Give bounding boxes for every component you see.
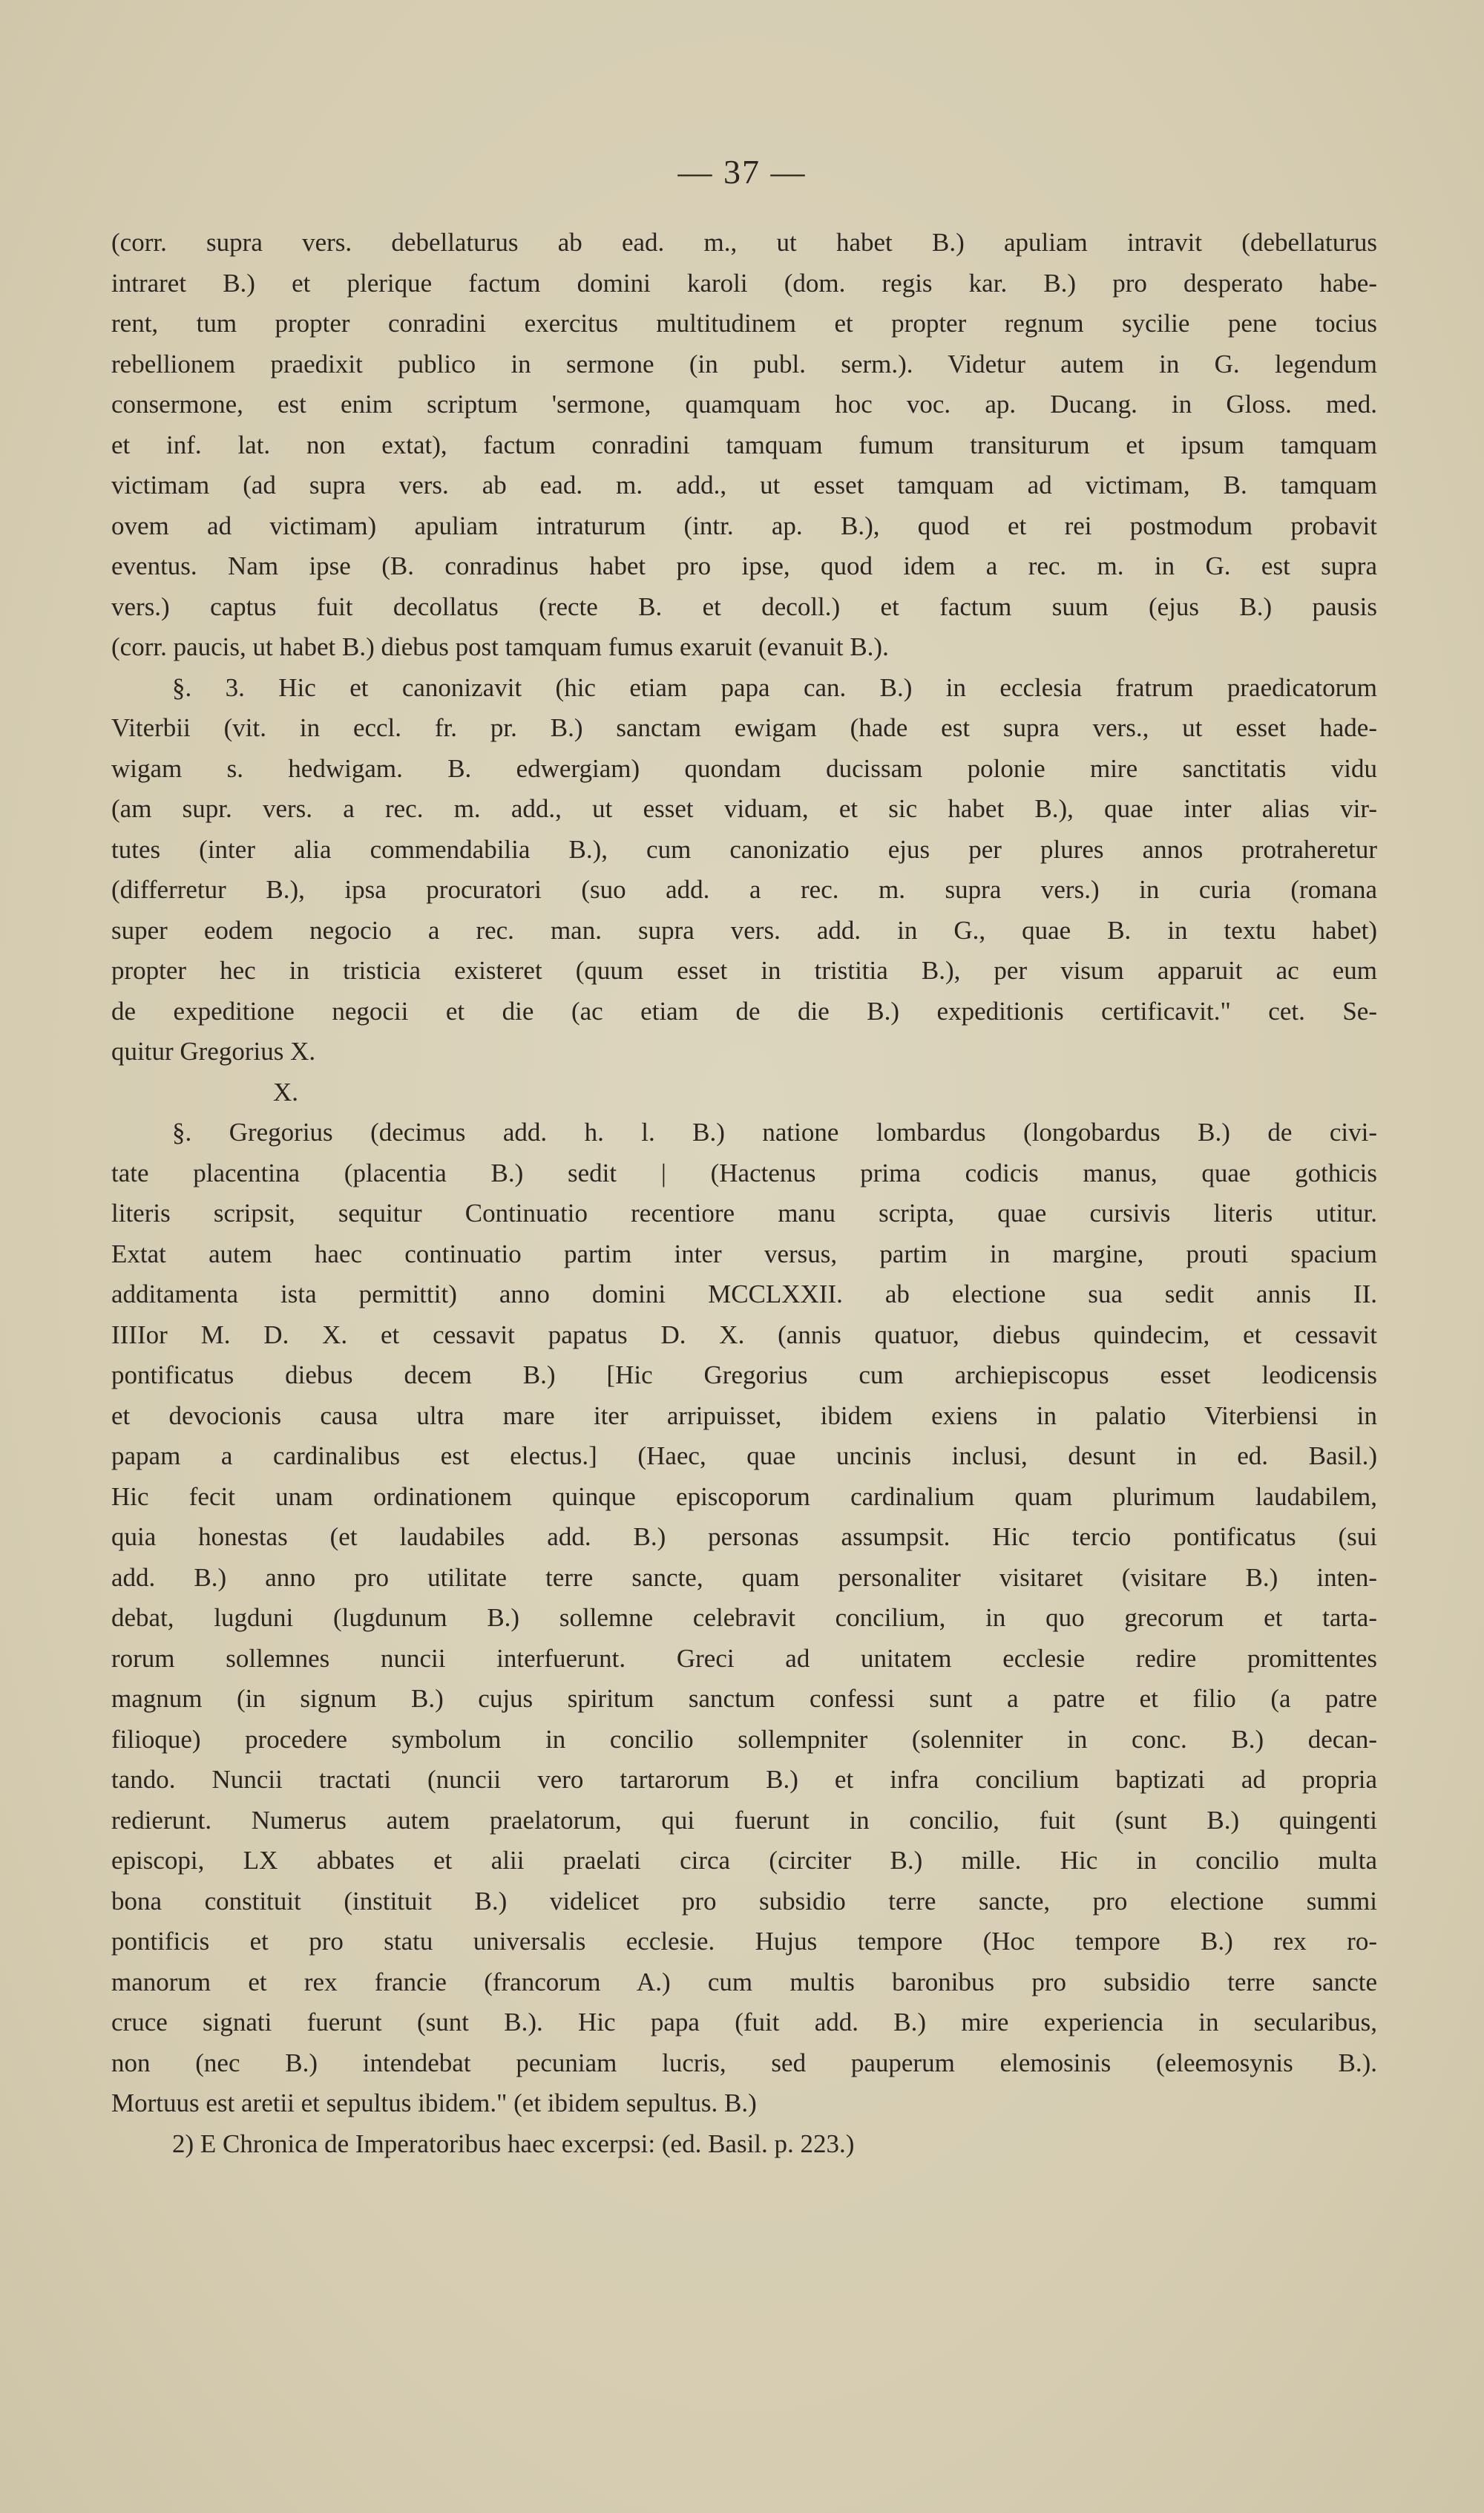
text-line: eventus. Nam ipse (B. conradinus habet pro ipse, quod idem a rec. m. in G. est supra [111, 551, 1377, 580]
text-line: super eodem negocio a rec. man. supra vers. add. in G., quae B. in textu habet) [111, 915, 1377, 945]
text-line: add. B.) anno pro utilitate terre sancte, quam personaliter visitaret (visitare B.) inten- [111, 1562, 1377, 1592]
text-line: 2) E Chronica de Imperatoribus haec excerpsi: (ed. Basil. p. 223.) [172, 2129, 855, 2158]
text-line: rent, tum propter conradini exercitus multitudinem et propter regnum sycilie pene tocius [111, 309, 1377, 338]
text-line: pontificis et pro statu universalis ecclesie. Hujus tempore (Hoc tempore B.) rex ro- [111, 1927, 1377, 1956]
text-line: ovem ad victimam) apuliam intraturum (intr. ap. B.), quod et rei postmodum probavit [111, 511, 1377, 540]
paragraph-3 [111, 1113, 1377, 2124]
paragraph-2 [111, 668, 1377, 1072]
text-line: rorum sollemnes nuncii interfuerunt. Greci ad unitatem ecclesie redire promittentes [111, 1643, 1377, 1673]
text-line: bona constituit (instituit B.) videlicet pro subsidio terre sancte, pro electione summi [111, 1886, 1377, 1916]
text-line: episcopi, LX abbates et alii praelati circa (circiter B.) mille. Hic in concilio multa [111, 1846, 1377, 1875]
text-line: §. Gregorius (decimus add. h. l. B.) natione lombardus (longobardus B.) de civi- [172, 1118, 1377, 1147]
text-line: Mortuus est aretii et sepultus ibidem." (et ibidem sepultus. B.) [111, 2088, 757, 2117]
text-line: filioque) procedere symbolum in concilio sollempniter (solenniter in conc. B.) decan- [111, 1724, 1377, 1754]
text-line: magnum (in signum B.) cujus spiritum sanctum confessi sunt a patre et filio (a patre [111, 1684, 1377, 1713]
text-line: victimam (ad supra vers. ab ead. m. add., ut esset tamquam ad victimam, B. tamquam [111, 471, 1377, 499]
text-line: literis scripsit, sequitur Continuatio recentiore manu scripta, quae cursivis literis utitur. [111, 1199, 1377, 1228]
text-line: wigam s. hedwigam. B. edwergiam) quondam ducissam polonie mire sanctitatis vidu [111, 753, 1377, 783]
text-line: (corr. supra vers. debellaturus ab ead. m., ut habet B.) apuliam intravit (debellaturus [111, 228, 1377, 257]
text-line: (differretur B.), ipsa procuratori (suo add. a rec. m. supra vers.) in curia (romana [111, 875, 1377, 904]
text-line: non (nec B.) intendebat pecuniam lucris, sed pauperum elemosinis (eleemosynis B.). [111, 2048, 1377, 2077]
text-line: debat, lugduni (lugdunum B.) sollemne celebravit concilium, in quo grecorum et tarta- [111, 1603, 1377, 1632]
text-line: quia honestas (et laudabiles add. B.) personas assumpsit. Hic tercio pontificatus (sui [111, 1522, 1377, 1551]
text-line: et inf. lat. non extat), factum conradini tamquam fumum transiturum et ipsum tamquam [111, 430, 1377, 459]
text-line: tando. Nuncii tractati (nuncii vero tartarorum B.) et infra concilium baptizati ad propria [111, 1765, 1377, 1794]
text-line: rebellionem praedixit publico in sermone (in publ. serm.). Videtur autem in G. legendum [111, 349, 1377, 379]
text-line: (corr. paucis, ut habet B.) diebus post tamquam fumus exaruit (evanuit B.). [111, 632, 889, 661]
text-line: §. 3. Hic et canonizavit (hic etiam papa can. B.) in ecclesia fratrum praedicatorum [172, 672, 1377, 702]
text-line: Extat autem haec continuatio partim inter versus, partim in margine, prouti spacium [111, 1239, 1377, 1268]
text-line: additamenta ista permittit) anno domini MCCLXXII. ab electione sua sedit annis II. [111, 1280, 1377, 1308]
text-line: papam a cardinalibus est electus.] (Haec, quae uncinis inclusi, desunt in ed. Basil.) [111, 1441, 1377, 1470]
page-body [111, 223, 1377, 2164]
text-line: (am supr. vers. a rec. m. add., ut esset viduam, et sic habet B.), quae inter alias vir- [111, 794, 1377, 823]
text-line: de expeditione negocii et die (ac etiam de die B.) expeditionis certificavit." cet. Se- [111, 996, 1377, 1026]
text-line: intraret B.) et plerique factum domini karoli (dom. regis kar. B.) pro desperato habe- [111, 268, 1377, 298]
text-line: quitur Gregorius X. [111, 1037, 316, 1066]
text-line: pontificatus diebus decem B.) [Hic Gregorius cum archiepiscopus esset leodicensis [111, 1360, 1377, 1389]
text-line: consermone, est enim scriptum 'sermone, quamquam hoc voc. ap. Ducang. in Gloss. med. [111, 390, 1377, 419]
text-line: redierunt. Numerus autem praelatorum, qui fuerunt in concilio, fuit (sunt B.) quingenti [111, 1805, 1377, 1835]
text-line: propter hec in tristicia existeret (quum esset in tristitia B.), per visum apparuit ac eum [111, 956, 1377, 985]
text-line: tate placentina (placentia B.) sedit | (Hactenus prima codicis manus, quae gothicis [111, 1158, 1377, 1187]
page-number: — 37 — [677, 153, 807, 191]
paragraph-4 [111, 2124, 1377, 2165]
text-line: cruce signati fuerunt (sunt B.). Hic papa (fuit add. B.) mire experiencia in secularibus, [111, 2008, 1377, 2037]
text-line: Hic fecit unam ordinationem quinque episcoporum cardinalium quam plurimum laudabilem, [111, 1481, 1377, 1511]
paragraph-1 [111, 223, 1377, 668]
text-line: tutes (inter alia commendabilia B.), cum canonizatio ejus per plures annos protraheretur [111, 834, 1377, 864]
section-heading: X. [273, 1077, 299, 1107]
text-line: et devocionis causa ultra mare iter arripuisset, ibidem exiens in palatio Viterbiensi in [111, 1400, 1377, 1430]
text-line: Viterbii (vit. in eccl. fr. pr. B.) sanctam ewigam (hade est supra vers., ut esset hade- [111, 713, 1377, 742]
text-line: vers.) captus fuit decollatus (recte B. et decoll.) et factum suum (ejus B.) pausis [111, 592, 1377, 621]
text-line: IIIIor M. D. X. et cessavit papatus D. X. (annis quatuor, diebus quindecim, et cessavit [111, 1320, 1377, 1349]
text-line: manorum et rex francie (francorum A.) cum multis baronibus pro subsidio terre sancte [111, 1967, 1377, 1996]
